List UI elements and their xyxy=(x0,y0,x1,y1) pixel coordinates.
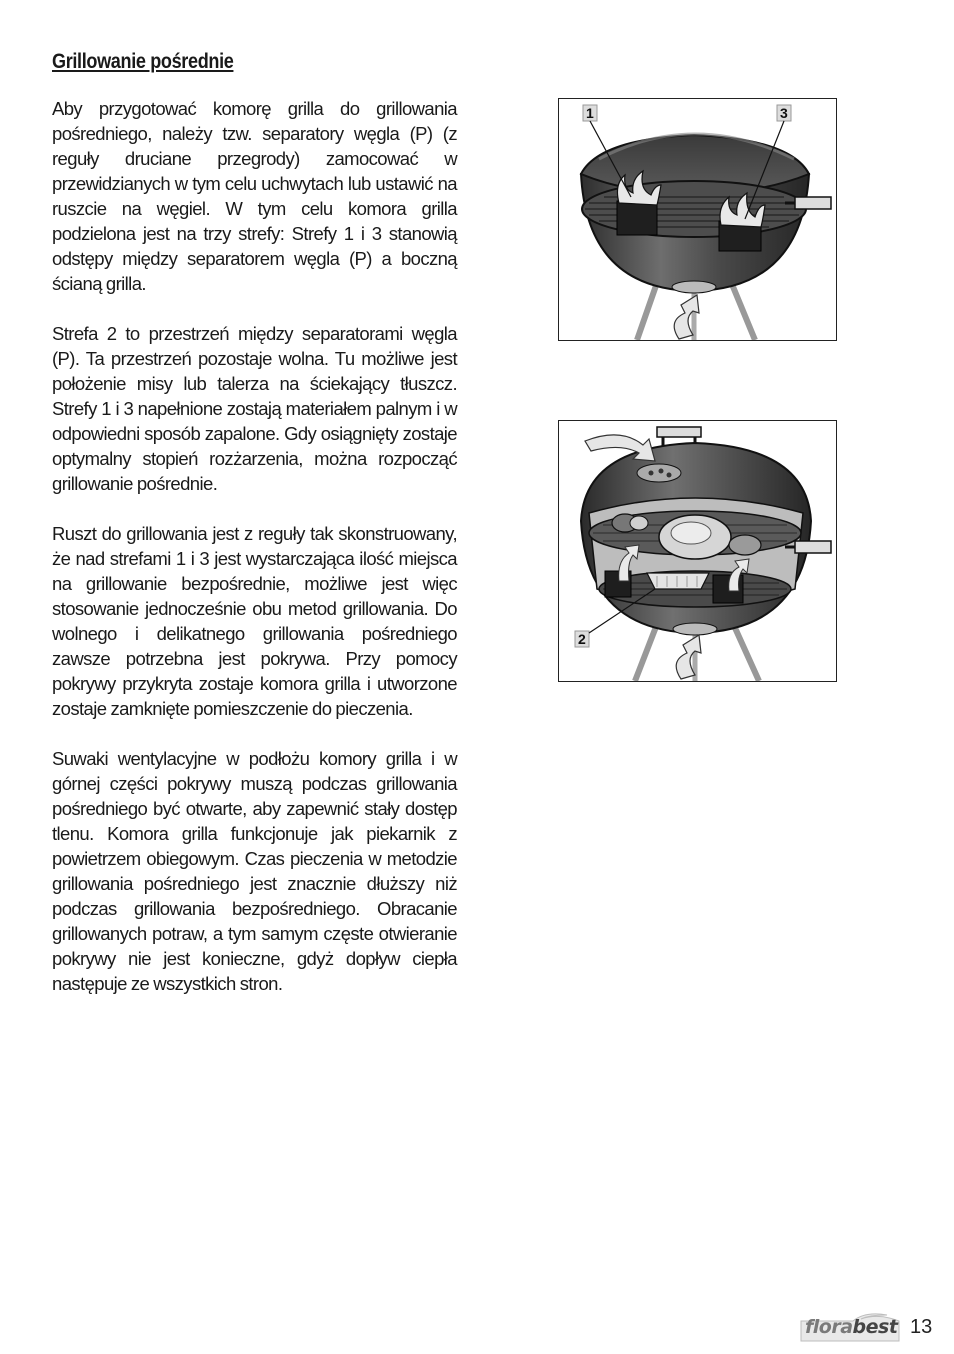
logo-text-best: best xyxy=(852,1316,898,1338)
figure-open-grill xyxy=(558,98,837,341)
paragraph-1: Aby przygotować komorę grilla do grillowania pośredniego, należy tzw. separatory węgla (P) (z reguły druciane przegrody) zamocować w przewidzianych w tym celu uchwytach lub ustawić na ruszcie na węgiel. W tym celu komora grilla podzielona jest na trzy strefy: Strefy 1 i 3 stanowią odstępy między separatorem węgla (P) a boczną ścianą grilla. xyxy=(52,98,457,294)
paragraph-4: Suwaki wentylacyjne w podłożu komory grilla i w górnej części pokrywy muszą podczas grillowania pośredniego być otwarte, aby zapewnić stały dostęp tlenu. Komora grilla funkcjonuje jak piekarnik z powietrzem obiegowym. Czas pieczenia w metodzie grillowania pośredniego jest znacznie dłuższy niż podczas grillowania bezpośredniego. Obracanie grillowanych potraw, a tym samym częste otwieranie pokrywy nie jest konieczne, gdyż dopływ ciepła następuje ze wszystkich stron. xyxy=(52,748,457,994)
zone-label-2: 2 xyxy=(578,631,586,647)
zone-label-1: 1 xyxy=(586,105,594,121)
page-number: 13 xyxy=(910,1316,933,1338)
logo-text-flora: flora xyxy=(805,1316,853,1338)
paragraph-3: Ruszt do grillowania jest z reguły tak skonstruowany, że nad strefami 1 i 3 jest wystarczająca ilość miejsca na grillowanie bezpośrednie, możliwe jest więc stosowanie jednocześnie obu metod grillowania. Do wolnego i delikatnego grillowania pośredniego zawsze potrzebna jest pokrywa. Przy pomocy pokrywy przykryta zostaje komora grilla i utworzone zostaje zamknięte pomieszczenie do pieczenia. xyxy=(52,523,457,719)
paragraph-2: Strefa 2 to przestrzeń między separatorami węgla (P). Ta przestrzeń pozostaje wolna. Tu możliwe jest położenie misy lub talerza na ściekający tłuszcz. Strefy 1 i 3 napełnione zostają materiałem palnym i w odpowiedni sposób zapalone. Gdy osiągnięty zostaje optymalny stopień rozżarzenia, można rozpocząć grillowanie pośrednie. xyxy=(52,323,457,494)
florabest-logo xyxy=(799,1313,901,1343)
open-grill-illustration xyxy=(559,99,836,340)
zone-label-3: 3 xyxy=(780,105,788,121)
covered-grill-illustration xyxy=(559,421,836,681)
figure-covered-grill xyxy=(558,420,837,682)
body-text xyxy=(52,96,457,1021)
section-title: Grillowanie pośrednie xyxy=(52,50,234,73)
